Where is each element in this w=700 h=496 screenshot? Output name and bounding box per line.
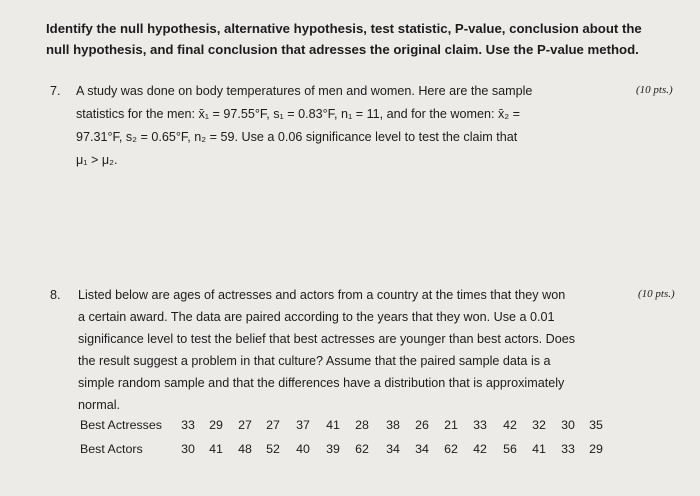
actor-age-10: 62 [444,442,458,456]
question-7-line-2: statistics for the men: x̄₁ = 97.55°F, s₁ = 0.83°F, n₁ = 11, and for the women: x̄₂ = [76,107,520,121]
question-7-number: 7. [50,84,61,98]
actor-age-9: 34 [415,442,429,456]
actor-age-3: 48 [238,442,252,456]
instructions-line-2: null hypothesis, and final conclusion that adresses the original claim. Use the P-value method. [46,42,639,57]
actor-age-7: 62 [355,442,369,456]
actress-age-10: 21 [444,418,458,432]
actor-age-12: 56 [503,442,517,456]
actress-age-14: 30 [561,418,575,432]
actress-age-6: 41 [326,418,340,432]
actor-age-11: 42 [473,442,487,456]
actor-age-2: 41 [209,442,223,456]
actress-age-4: 27 [266,418,280,432]
question-8-number: 8. [50,288,61,302]
actress-age-13: 32 [532,418,546,432]
actress-age-8: 38 [386,418,400,432]
actresses-label: Best Actresses [80,418,162,432]
question-8-line-2: a certain award. The data are paired according to the years that they won. Use a 0.01 [78,310,555,324]
actress-age-5: 37 [296,418,310,432]
question-8-points: (10 pts.) [638,288,675,300]
actors-label: Best Actors [80,442,143,456]
actress-age-11: 33 [473,418,487,432]
question-7-line-1: A study was done on body temperatures of men and women. Here are the sample [76,84,533,98]
actress-age-12: 42 [503,418,517,432]
actor-age-8: 34 [386,442,400,456]
question-7-line-4: μ₁ > μ₂. [76,153,118,167]
instructions-header [46,18,676,60]
actor-age-13: 41 [532,442,546,456]
question-8-line-6: normal. [78,398,120,412]
actor-age-6: 39 [326,442,340,456]
question-7-line-3: 97.31°F, s₂ = 0.65°F, n₂ = 59. Use a 0.06 significance level to test the claim that [76,130,518,144]
question-8-line-1: Listed below are ages of actresses and actors from a country at the times that they won [78,288,566,302]
question-8-line-4: the result suggest a problem in that culture? Assume that the paired sample data is a [78,354,551,368]
actress-age-1: 33 [181,418,195,432]
question-8-line-3: significance level to test the belief that best actresses are younger than best actors. Does [78,332,576,346]
actor-age-15: 29 [589,442,603,456]
actor-age-1: 30 [181,442,195,456]
question-7-points: (10 pts.) [636,84,673,96]
actor-age-14: 33 [561,442,575,456]
actress-age-3: 27 [238,418,252,432]
actress-age-15: 35 [589,418,603,432]
actress-age-7: 28 [355,418,369,432]
question-7-text [76,80,636,172]
question-8-text [78,284,638,416]
actor-age-4: 52 [266,442,280,456]
actress-age-2: 29 [209,418,223,432]
actress-age-9: 26 [415,418,429,432]
instructions-line-1: Identify the null hypothesis, alternative hypothesis, test statistic, P-value, conclusion about the [46,21,642,36]
question-8-line-5: simple random sample and that the differences have a distribution that is approximately [78,376,565,390]
actor-age-5: 40 [296,442,310,456]
